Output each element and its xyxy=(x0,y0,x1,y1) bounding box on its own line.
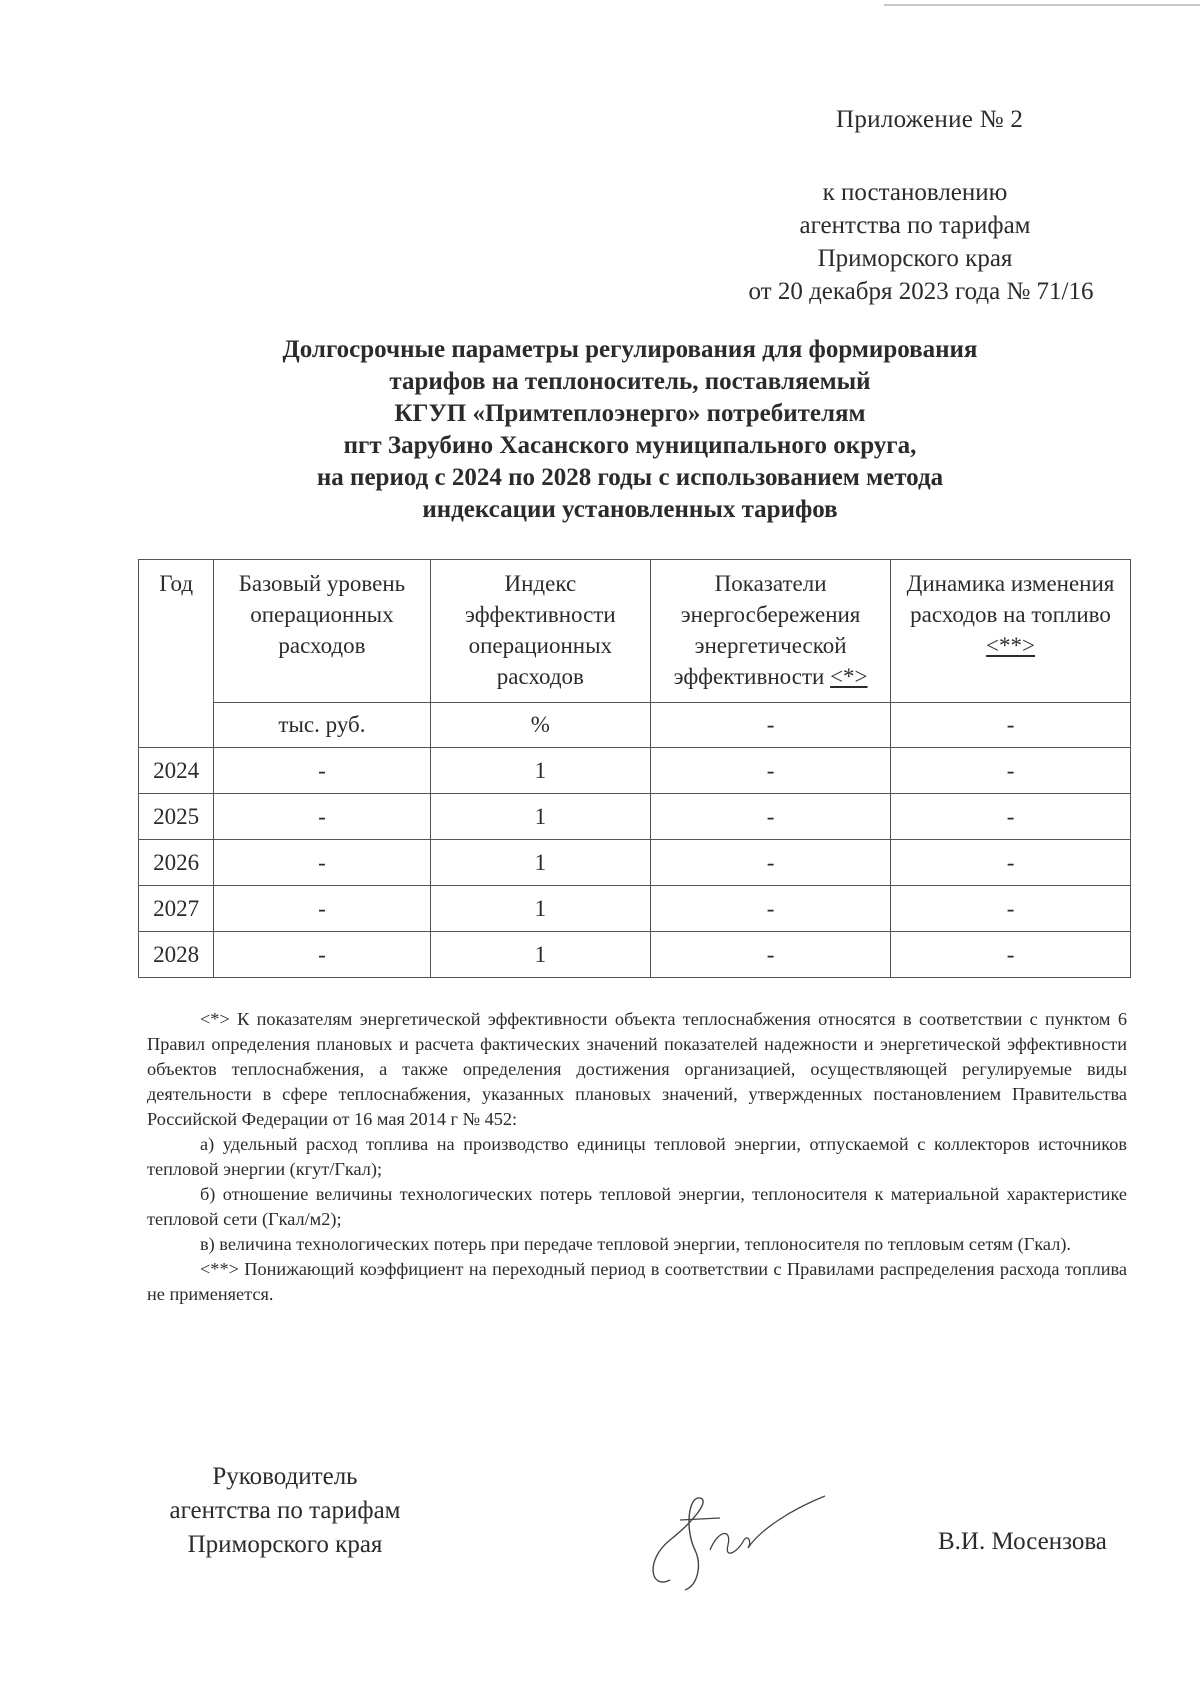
cell-index: 1 xyxy=(430,794,651,840)
table-header-row xyxy=(139,560,1131,703)
position-line: Руководитель xyxy=(212,1463,358,1490)
footnote-paragraph: в) величина технологических потерь при передаче тепловой энергии, теплоносителя по тепловым сетям (Гкал). xyxy=(200,1234,1071,1254)
table-units-row xyxy=(139,703,1131,748)
footnote-ref-2[interactable]: <**> xyxy=(986,633,1035,658)
parameters-table xyxy=(138,559,1131,978)
footnote-paragraph: а) удельный расход топлива на производство единицы тепловой энергии, отпускаемой с коллекторов источников тепловой энергии (кгут/Гкал); xyxy=(147,1134,1127,1179)
header-energy-saving xyxy=(651,560,891,703)
cell-fuel: - xyxy=(891,794,1131,840)
handwritten-signature xyxy=(640,1490,830,1600)
cell-energy: - xyxy=(651,748,891,794)
header-base-level: Базовый уровень операционных расходов xyxy=(214,560,430,703)
header-efficiency-index: Индекс эффективности операционных расходов xyxy=(430,560,651,703)
cell-index: 1 xyxy=(430,932,651,978)
cell-year: 2028 xyxy=(139,932,214,978)
cell-index: 1 xyxy=(430,748,651,794)
signatory-position xyxy=(140,1460,430,1562)
cell-base: - xyxy=(214,840,430,886)
cell-year: 2027 xyxy=(139,886,214,932)
cell-base: - xyxy=(214,932,430,978)
position-line: агентства по тарифам xyxy=(169,1497,401,1524)
cell-energy: - xyxy=(651,932,891,978)
cell-index: 1 xyxy=(430,886,651,932)
appendix-ref-line: агентства по тарифам xyxy=(799,212,1031,239)
title-line: пгт Зарубино Хасанского муниципального округа, xyxy=(343,432,917,459)
footnote-ref-1[interactable]: <*> xyxy=(830,664,868,689)
cell-year: 2024 xyxy=(139,748,214,794)
cell-fuel: - xyxy=(891,886,1131,932)
cell-energy: - xyxy=(651,794,891,840)
cell-energy: - xyxy=(651,886,891,932)
cell-base: - xyxy=(214,748,430,794)
title-line: тарифов на теплоноситель, поставляемый xyxy=(389,368,871,395)
table-row xyxy=(139,886,1131,932)
appendix-ref-line: к постановлению xyxy=(822,179,1008,206)
cell-base: - xyxy=(214,794,430,840)
document-title xyxy=(130,334,1130,526)
cell-year: 2025 xyxy=(139,794,214,840)
unit-base: тыс. руб. xyxy=(214,703,430,748)
scan-edge-line xyxy=(884,4,1200,6)
appendix-reference xyxy=(700,176,1130,308)
cell-energy: - xyxy=(651,840,891,886)
title-line: индексации установленных тарифов xyxy=(422,496,838,523)
signatory-name: В.И. Мосензова xyxy=(938,1528,1107,1555)
cell-fuel: - xyxy=(891,748,1131,794)
title-line: на период с 2024 по 2028 годы с использованием метода xyxy=(316,464,944,491)
table-row xyxy=(139,840,1131,886)
appendix-ref-line: Приморского края xyxy=(817,245,1013,272)
title-line: Долгосрочные параметры регулирования для формирования xyxy=(282,336,978,363)
table-row xyxy=(139,748,1131,794)
cell-fuel: - xyxy=(891,840,1131,886)
table-row xyxy=(139,932,1131,978)
title-line: КГУП «Примтеплоэнерго» потребителям xyxy=(394,400,866,427)
header-year: Год xyxy=(139,560,214,748)
position-line: Приморского края xyxy=(187,1531,383,1558)
footnote-paragraph: <*> К показателям энергетической эффективности объекта теплоснабжения относятся в соответствии с пунктом 6 Правил определения плановых и расчета фактических значений показателей надежности и энергетической эффективности объектов теплоснабжения, а также определения достижения организацией, осуществляющей регулируемые виды деятельности в сфере теплоснабжения, указанных плановых значений, утвержденных постановлением Правительства Российской Федерации от 16 мая 2014 г № 452: xyxy=(147,1009,1127,1129)
cell-year: 2026 xyxy=(139,840,214,886)
unit-index: % xyxy=(430,703,651,748)
appendix-title: Приложение № 2 xyxy=(836,106,1024,133)
header-energy-saving-label: Показатели энергосбережения энергетической эффективности xyxy=(673,571,861,689)
footnote-paragraph: б) отношение величины технологических потерь тепловой энергии, теплоносителя к материальной характеристике тепловой сети (Гкал/м2); xyxy=(147,1184,1127,1229)
header-fuel-dynamics xyxy=(891,560,1131,703)
table-row xyxy=(139,794,1131,840)
header-fuel-dynamics-label: Динамика изменения расходов на топливо xyxy=(906,571,1115,627)
cell-fuel: - xyxy=(891,932,1131,978)
unit-fuel: - xyxy=(891,703,1131,748)
unit-energy: - xyxy=(651,703,891,748)
footnote-paragraph: <**> Понижающий коэффициент на переходный период в соответствии с Правилами распределения расхода топлива не применяется. xyxy=(147,1259,1127,1304)
cell-base: - xyxy=(214,886,430,932)
footnotes xyxy=(147,1007,1127,1307)
appendix-ref-line: от 20 декабря 2023 года № 71/16 xyxy=(748,278,1094,305)
cell-index: 1 xyxy=(430,840,651,886)
